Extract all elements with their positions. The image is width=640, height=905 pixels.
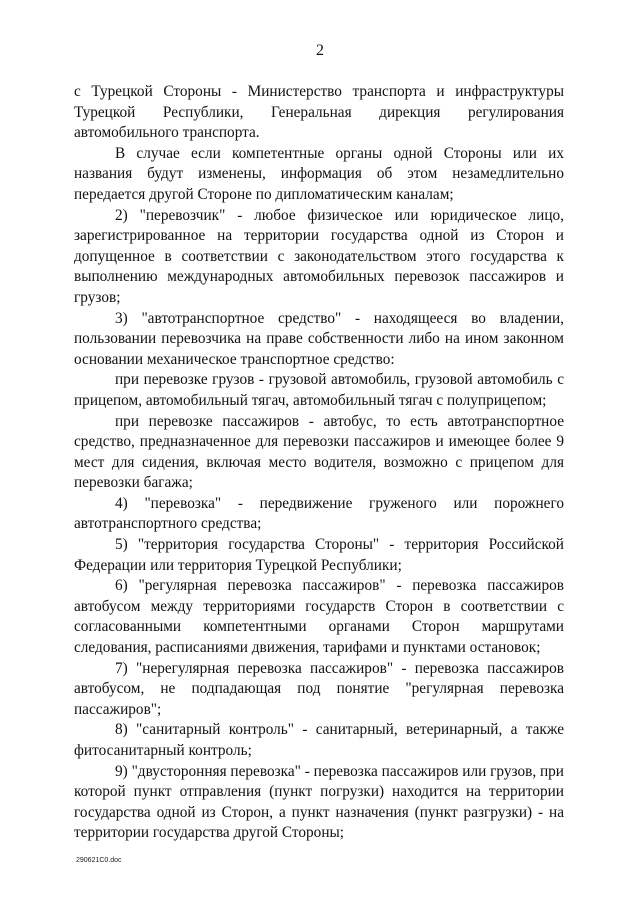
paragraph-definition-regular-passenger: 6) "регулярная перевозка пассажиров" - перевозка пассажиров автобусом между территориями государств Сторон в соответствии с согласованными компетентными органами Сторон маршрутами следования, расписаниями движения, тарифами и пунктами остановок; (74, 577, 564, 657)
paragraph-definition-territory: 5) "территория государства Стороны" - территория Российской Федерации или территория Турецкой Республики; (74, 536, 564, 574)
paragraph-definition-transport: 4) "перевозка" - передвижение груженого или порожнего автотранспортного средства; (74, 494, 564, 533)
paragraph-definition-carrier: 2) "перевозчик" - любое физическое или юридическое лицо, зарегистрированное на территории государства одной из Сторон и допущенное в соответствии с законодательством этого государства к выполнению международных автомобильных перевозок пассажиров и грузов; (74, 206, 564, 306)
page-number: 2 (316, 42, 324, 59)
paragraph-definition-sanitary-control: 8) "санитарный контроль" - санитарный, ветеринарный, а также фитосанитарный контроль; (74, 721, 564, 759)
paragraph-definition-irregular-passenger: 7) "нерегулярная перевозка пассажиров" - перевозка пассажиров автобусом, не подпадающая под понятие "регулярная перевозка пассажиров"; (74, 659, 564, 718)
paragraph-competent-authority-turkey: с Турецкой Стороны - Министерство транспорта и инфраструктуры Турецкой Республики, Генеральная дирекция регулирования автомобильного транспорта. (74, 83, 564, 142)
paragraph-definition-vehicle: 3) "автотранспортное средство" - находящееся во владении, пользовании перевозчика на праве собственности либо на ином законном основании механическое транспортное средство: (74, 309, 564, 368)
paragraph-vehicle-freight: при перевозке грузов - грузовой автомобиль, грузовой автомобиль с прицепом, автомобильный тягач, автомобильный тягач с полуприцепом; (74, 371, 564, 409)
paragraph-authority-name-change: В случае если компетентные органы одной Стороны или их названия будут изменены, информация об этом незамедлительно передается другой Стороне по дипломатическим каналам; (74, 144, 564, 203)
document-body (74, 82, 564, 844)
footer-filename: 290621C0.doc (76, 857, 122, 864)
paragraph-vehicle-passenger: при перевозке пассажиров - автобус, то есть автотранспортное средство, предназначенное для перевозки пассажиров и имеющее более 9 мест для сидения, включая место водителя, возможно с прицепом для перевозки багажа; (74, 412, 564, 492)
paragraph-definition-bilateral-transport: 9) "двусторонняя перевозка" - перевозка пассажиров или грузов, при которой пункт отправления (пункт погрузки) находится на территории государства одной из Сторон, а пункт назначения (пункт разгрузки) - на территории государства другой Стороны; (74, 762, 564, 842)
